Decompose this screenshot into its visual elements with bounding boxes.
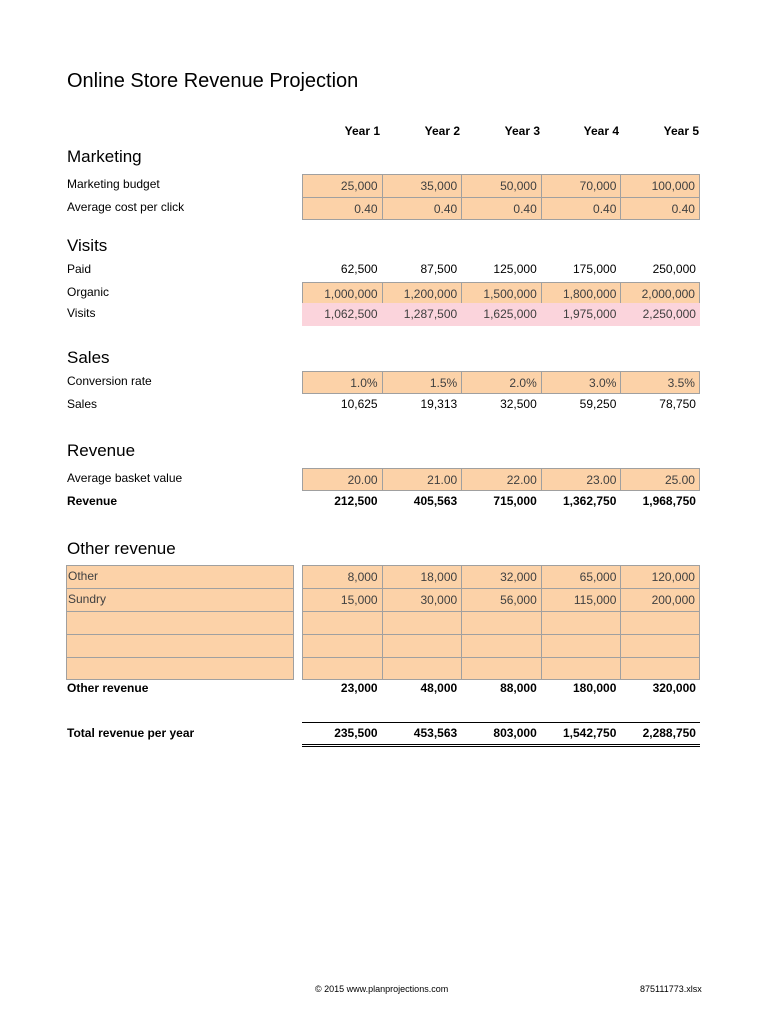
input-cell[interactable]: 20.00 xyxy=(302,468,382,491)
revenue-row xyxy=(302,490,700,513)
input-cell[interactable]: 3.5% xyxy=(620,371,700,394)
other-revenue-total-row xyxy=(302,677,700,700)
input-cell[interactable]: 1.0% xyxy=(302,371,382,394)
marketing-budget-row xyxy=(302,174,700,197)
section-heading-marketing: Marketing xyxy=(67,147,142,166)
value-cell: 2,288,750 xyxy=(642,726,696,740)
other-revenue-row xyxy=(302,565,700,588)
row-label-conversion-rate: Conversion rate xyxy=(67,374,152,388)
value-cell: 1,975,000 xyxy=(541,303,621,326)
value-cell: 48,000 xyxy=(420,681,458,695)
input-cell[interactable] xyxy=(302,611,382,634)
input-cell[interactable]: 0.40 xyxy=(461,197,541,220)
value-cell: 1,287,500 xyxy=(382,303,462,326)
input-cell[interactable]: 50,000 xyxy=(461,174,541,197)
value-cell: 250,000 xyxy=(652,262,696,276)
year-header: Year 5 xyxy=(663,124,699,138)
value-cell: 1,625,000 xyxy=(461,303,541,326)
input-cell[interactable] xyxy=(541,634,621,657)
input-cell[interactable] xyxy=(461,611,541,634)
input-cell[interactable]: 100,000 xyxy=(620,174,700,197)
cost-per-click-row xyxy=(302,197,700,220)
value-cell: 180,000 xyxy=(572,681,617,695)
input-cell[interactable] xyxy=(620,611,700,634)
basket-value-row xyxy=(302,468,700,491)
value-cell: 125,000 xyxy=(493,262,537,276)
input-cell[interactable]: 18,000 xyxy=(382,565,462,588)
input-cell[interactable]: 65,000 xyxy=(541,565,621,588)
input-cell[interactable]: 22.00 xyxy=(461,468,541,491)
value-cell: 59,250 xyxy=(579,397,617,411)
section-heading-visits: Visits xyxy=(67,236,108,255)
value-cell: 1,362,750 xyxy=(562,494,617,508)
input-cell[interactable] xyxy=(620,634,700,657)
input-cell[interactable]: 21.00 xyxy=(382,468,462,491)
input-cell[interactable]: 23.00 xyxy=(541,468,621,491)
section-heading-sales: Sales xyxy=(67,348,110,367)
value-cell: 1,968,750 xyxy=(642,494,696,508)
year-header: Year 1 xyxy=(344,124,380,138)
input-cell[interactable]: 200,000 xyxy=(620,588,700,611)
value-cell: 23,000 xyxy=(340,681,378,695)
organic-visits-row xyxy=(302,282,700,305)
input-cell[interactable]: 35,000 xyxy=(382,174,462,197)
value-cell: 405,563 xyxy=(413,494,458,508)
input-cell[interactable]: 15,000 xyxy=(302,588,382,611)
value-cell: 1,542,750 xyxy=(562,726,617,740)
row-label-total-revenue: Total revenue per year xyxy=(67,726,195,740)
input-cell[interactable]: 0.40 xyxy=(620,197,700,220)
value-cell: 715,000 xyxy=(493,494,537,508)
input-cell[interactable]: 120,000 xyxy=(620,565,700,588)
conversion-rate-row xyxy=(302,371,700,394)
year-header: Year 2 xyxy=(424,124,460,138)
section-heading-revenue: Revenue xyxy=(67,441,136,460)
other-revenue-name-input[interactable]: Sundry xyxy=(66,588,294,611)
input-cell[interactable]: 0.40 xyxy=(382,197,462,220)
other-revenue-row xyxy=(302,611,700,634)
value-cell: 88,000 xyxy=(500,681,537,695)
year-header: Year 3 xyxy=(504,124,540,138)
sales-row xyxy=(302,393,700,416)
other-revenue-name-input[interactable] xyxy=(66,634,294,657)
row-label-basket-value: Average basket value xyxy=(67,471,183,485)
other-revenue-name-input[interactable]: Other xyxy=(66,565,294,588)
total-revenue-row xyxy=(302,722,700,745)
year-header: Year 4 xyxy=(583,124,619,138)
input-cell[interactable] xyxy=(382,611,462,634)
value-cell: 32,500 xyxy=(500,397,537,411)
input-cell[interactable]: 30,000 xyxy=(382,588,462,611)
value-cell: 212,500 xyxy=(334,494,378,508)
input-cell[interactable] xyxy=(461,634,541,657)
input-cell[interactable]: 1,000,000 xyxy=(302,282,382,305)
total-double-rule xyxy=(302,744,700,745)
row-label-paid: Paid xyxy=(67,262,92,276)
total-visits-row xyxy=(302,303,700,326)
value-cell: 62,500 xyxy=(340,262,378,276)
value-cell: 453,563 xyxy=(413,726,458,740)
input-cell[interactable] xyxy=(302,634,382,657)
input-cell[interactable]: 25,000 xyxy=(302,174,382,197)
input-cell[interactable]: 2.0% xyxy=(461,371,541,394)
total-double-rule xyxy=(302,746,700,747)
input-cell[interactable]: 2,000,000 xyxy=(620,282,700,305)
value-cell: 87,500 xyxy=(420,262,458,276)
row-label-marketing-budget: Marketing budget xyxy=(67,177,160,191)
page-title: Online Store Revenue Projection xyxy=(67,70,359,92)
row-label-cost-per-click: Average cost per click xyxy=(67,200,185,214)
value-cell: 2,250,000 xyxy=(620,303,700,326)
value-cell: 10,625 xyxy=(340,397,378,411)
value-cell: 19,313 xyxy=(420,397,458,411)
value-cell: 1,062,500 xyxy=(302,303,382,326)
footer-copyright: © 2015 www.planprojections.com xyxy=(315,984,449,994)
value-cell: 78,750 xyxy=(659,397,696,411)
section-heading-other-revenue: Other revenue xyxy=(67,539,176,558)
value-cell: 235,500 xyxy=(334,726,378,740)
row-label-organic: Organic xyxy=(67,285,110,299)
row-label-sales: Sales xyxy=(67,397,98,411)
other-revenue-row xyxy=(302,588,700,611)
other-revenue-name-input[interactable] xyxy=(66,611,294,634)
input-cell[interactable]: 56,000 xyxy=(461,588,541,611)
input-cell[interactable]: 0.40 xyxy=(541,197,621,220)
row-label-visits: Visits xyxy=(67,306,96,320)
input-cell[interactable] xyxy=(541,611,621,634)
value-cell: 320,000 xyxy=(652,681,696,695)
input-cell[interactable]: 1,800,000 xyxy=(541,282,621,305)
input-cell[interactable]: 0.40 xyxy=(302,197,382,220)
input-cell[interactable]: 1,200,000 xyxy=(382,282,462,305)
value-cell: 803,000 xyxy=(493,726,537,740)
input-cell[interactable]: 115,000 xyxy=(541,588,621,611)
row-label-revenue: Revenue xyxy=(67,494,118,508)
input-cell[interactable]: 1,500,000 xyxy=(461,282,541,305)
input-cell[interactable]: 3.0% xyxy=(541,371,621,394)
input-cell[interactable]: 25.00 xyxy=(620,468,700,491)
paid-visits-row xyxy=(302,258,700,281)
value-cell: 175,000 xyxy=(572,262,617,276)
input-cell[interactable]: 32,000 xyxy=(461,565,541,588)
row-label-other-revenue: Other revenue xyxy=(67,681,149,695)
input-cell[interactable]: 1.5% xyxy=(382,371,462,394)
input-cell[interactable]: 70,000 xyxy=(541,174,621,197)
input-cell[interactable] xyxy=(382,634,462,657)
input-cell[interactable]: 8,000 xyxy=(302,565,382,588)
footer-filename: 875111773.xlsx xyxy=(640,984,702,994)
other-revenue-row xyxy=(302,634,700,657)
